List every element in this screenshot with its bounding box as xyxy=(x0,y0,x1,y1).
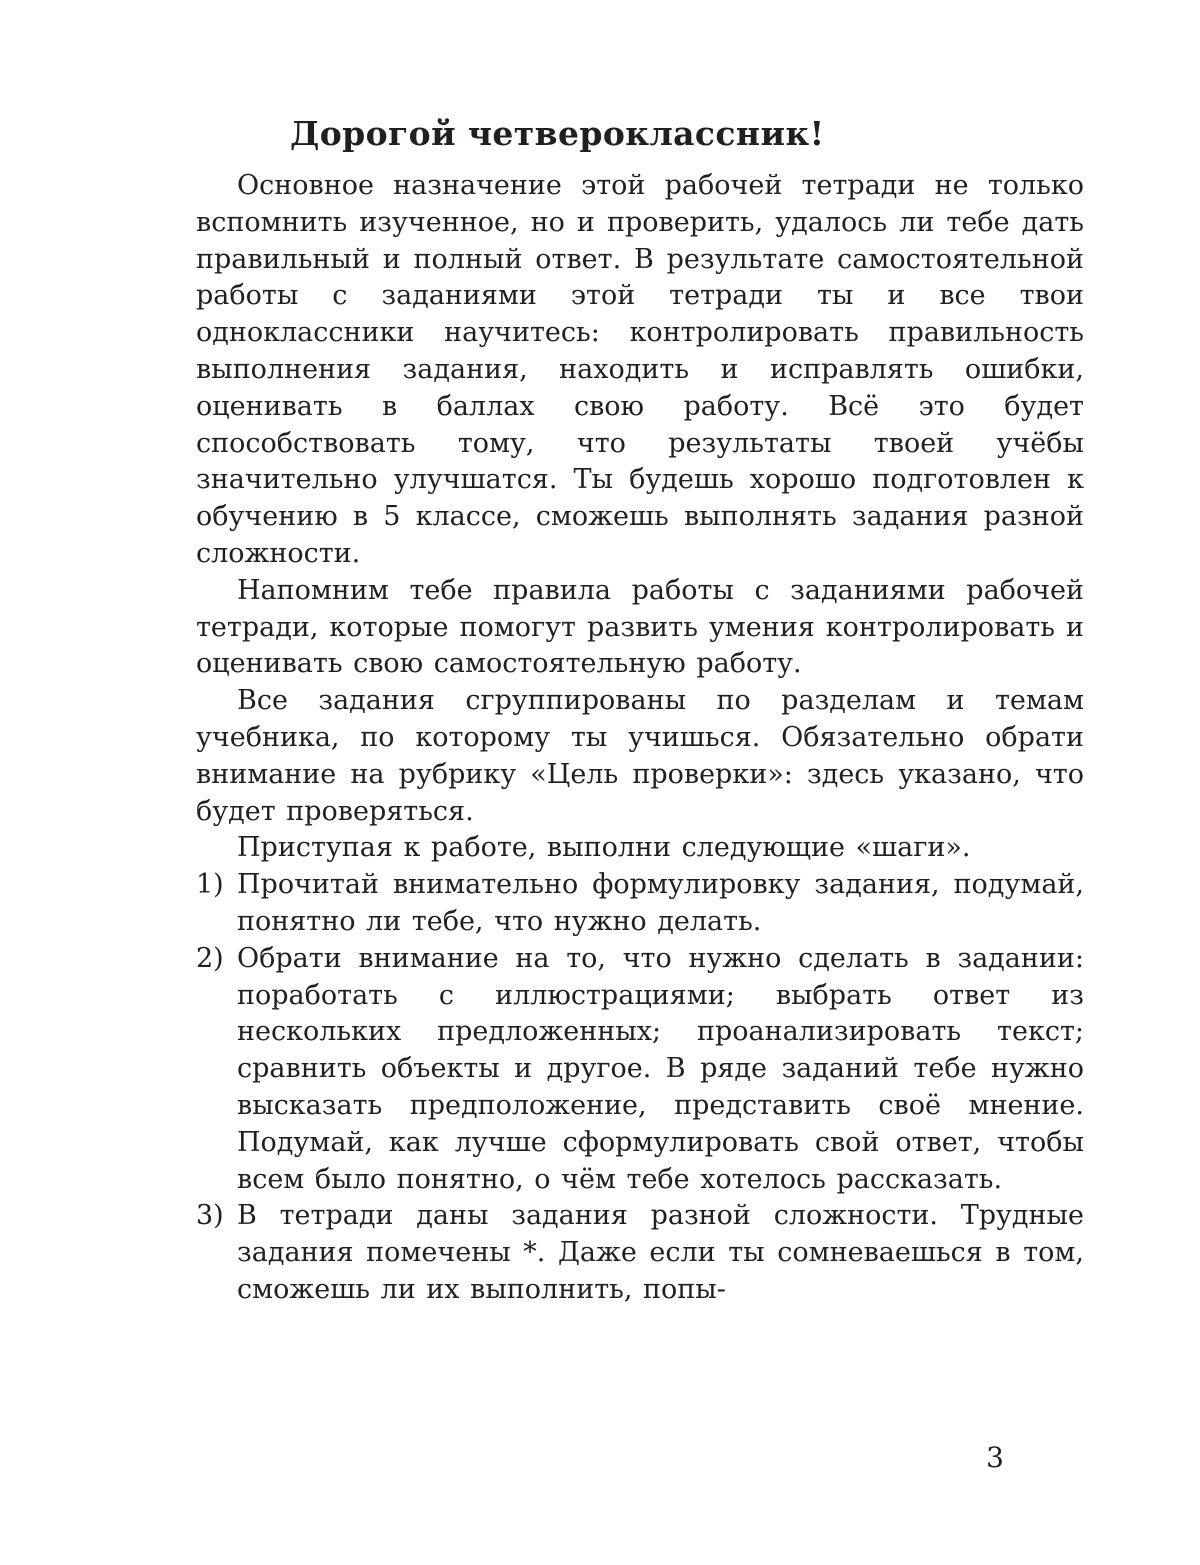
step-number: 3) xyxy=(196,1200,224,1232)
list-item xyxy=(196,1198,1084,1308)
intro-paragraph: Основное назначение этой рабочей тетради не только вспомнить изученное, но и проверить, удалось ли тебе дать правильный и полный ответ. В результате самостоятельной работы с заданиями этой тетради ты и все твои одноклассники научитесь: контролировать правильность выполнения задания, находить и исправлять ошибки, оценивать в баллах свою работу. Всё это будет способствовать тому, что результаты твоей учёбы значительно улучшатся. Ты будешь хорошо подготовлен к обучению в 5 классе, сможешь выполнять задания разной сложности. xyxy=(196,170,1084,569)
step-text: Прочитай внимательно формулировку задания, подумай, понятно ли тебе, что нужно делать. xyxy=(237,869,1084,937)
page-content xyxy=(196,110,1084,1309)
sections-paragraph: Все задания сгруппированы по разделам и темам учебника, по которому ты учишься. Обязательно обрати внимание на рубрику «Цель проверки»: здесь указано, что будет проверяться. xyxy=(196,685,1084,827)
steps-intro-paragraph: Приступая к работе, выполни следующие «шаги». xyxy=(237,832,971,864)
rules-paragraph: Напомним тебе правила работы с заданиями рабочей тетради, которые помогут развить умения контролировать и оценивать свою самостоятельную работу. xyxy=(196,574,1084,680)
list-item xyxy=(196,867,1084,941)
page-title: Дорогой четвероклассник! xyxy=(290,114,825,153)
step-number: 2) xyxy=(196,942,224,974)
page-number: 3 xyxy=(986,1441,1004,1474)
step-text: Обрати внимание на то, что нужно сделать в задании: поработать с иллюстрациями; выбрать ответ из нескольких предложенных; проанализировать текст; сравнить объекты и другое. В ряде заданий тебе нужно высказать предположение, представить своё мнение. Подумай, как лучше сформулировать свой ответ, чтобы всем было понятно, о чём тебе хотелось рассказать. xyxy=(237,942,1084,1195)
step-text: В тетради даны задания разной сложности. Трудные задания помечены *. Даже если ты сомневаешься в том, сможешь ли их выполнить, попы- xyxy=(237,1200,1084,1305)
list-item xyxy=(196,941,1084,1199)
step-number: 1) xyxy=(196,869,224,901)
steps-list xyxy=(196,867,1084,1309)
